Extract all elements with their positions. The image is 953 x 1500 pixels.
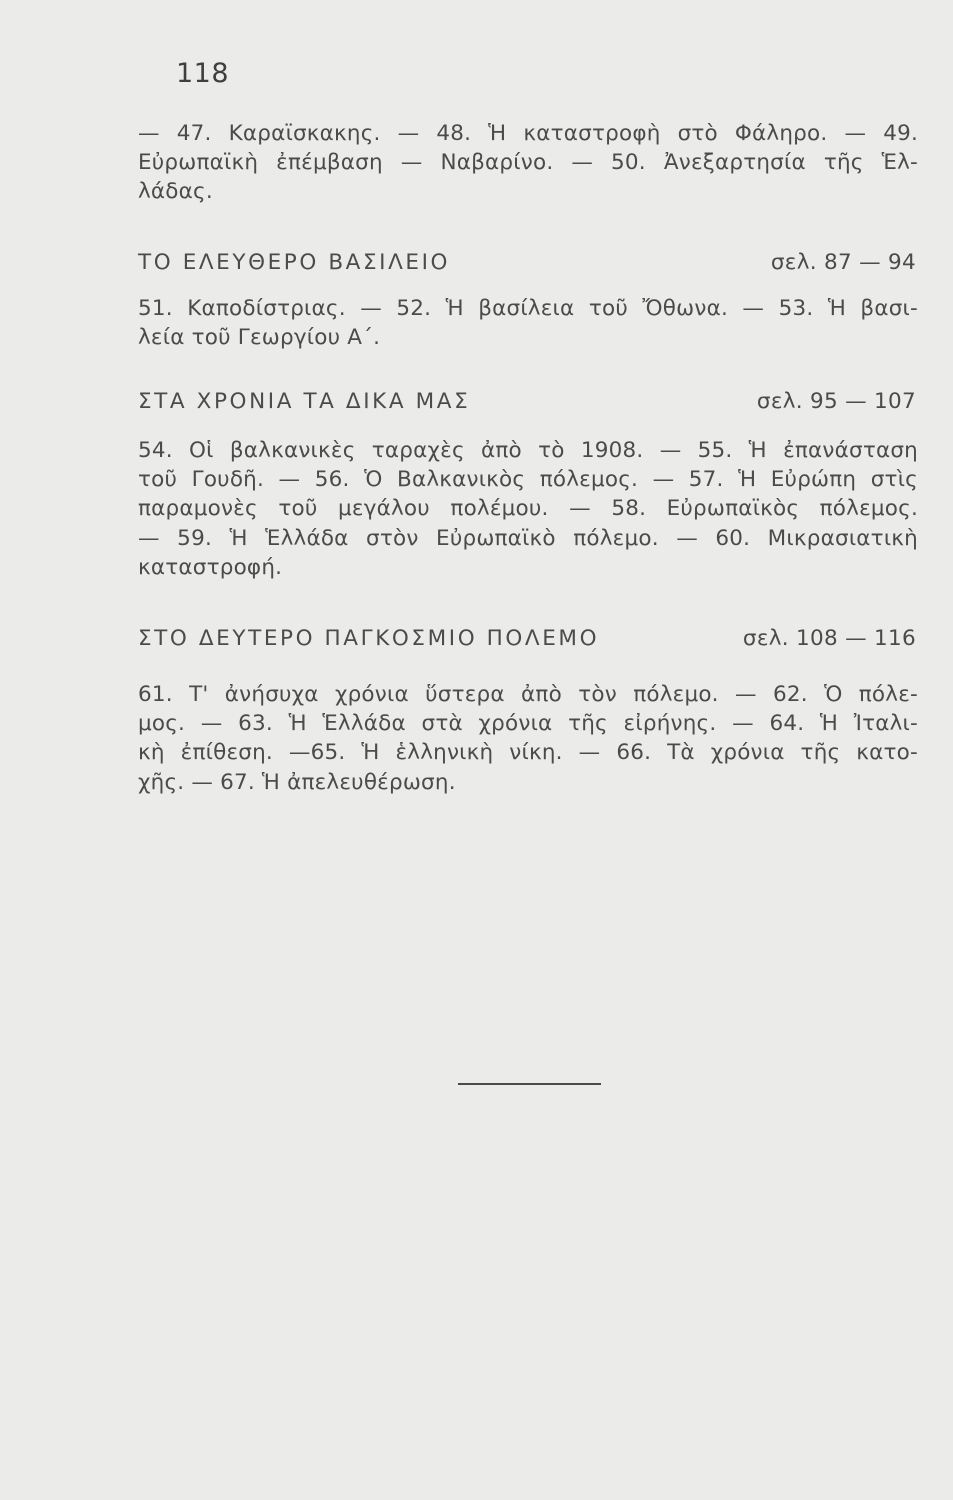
text-line: 51. Καποδίστριας. — 52. Ἡ βασίλεια τοῦ Ὄθωνα. — 53. Ἡ βασι-: [138, 296, 918, 321]
text-line: λάδας.: [138, 179, 213, 205]
text-line: καταστροφή.: [138, 554, 283, 580]
text-line: παραμονὲς τοῦ μεγάλου πολέμου. — 58. Εὐρωπαϊκὸς πόλεμος.: [138, 496, 918, 522]
text-line: μος. — 63. Ἡ Ἑλλάδα στὰ χρόνια τῆς εἰρήνης. — 64. Ἡ Ἰταλι-: [138, 711, 918, 737]
text-line: τοῦ Γουδῆ. — 56. Ὁ Βαλκανικὸς πόλεμος. — 57. Ἡ Εὐρώπη στὶς: [138, 467, 918, 493]
section-pages: σελ. 95 — 107: [756, 389, 916, 414]
section-paragraph: [138, 294, 918, 352]
text-line: 54. Οἱ βαλκανικὲς ταραχὲς ἀπὸ τὸ 1908. — 55. Ἡ ἐπανάσταση: [138, 438, 918, 463]
text-line: χῆς. — 67. Ἡ ἀπελευθέρωση.: [138, 769, 456, 795]
section-title: ΤΟ ΕΛΕΥΘΕΡΟ ΒΑΣΙΛΕΙΟ: [138, 250, 451, 275]
section-heading: [138, 626, 916, 651]
section-pages: σελ. 108 — 116: [742, 626, 916, 651]
page-number: 118: [176, 58, 230, 89]
section-heading: [138, 250, 916, 275]
text-line: 61. Τ' ἀνήσυχα χρόνια ὕστερα ἀπὸ τὸν πόλεμο. — 62. Ὁ πόλε-: [138, 682, 918, 707]
text-line: — 47. Καραϊσκακης. — 48. Ἡ καταστροφὴ στὸ Φάληρο. — 49.: [138, 121, 918, 146]
text-line: Εὐρωπαϊκὴ ἐπέμβαση — Ναβαρίνο. — 50. Ἀνεξαρτησία τῆς Ἑλ-: [138, 150, 918, 176]
section-paragraph: [138, 436, 918, 582]
text-line: — 59. Ἡ Ἑλλάδα στὸν Εὐρωπαϊκὸ πόλεμο. — 60. Μικρασιατικὴ: [138, 525, 918, 551]
end-rule: [458, 1083, 601, 1085]
intro-paragraph: [138, 119, 918, 207]
section-heading: [138, 389, 916, 414]
text-line: κὴ ἐπίθεση. —65. Ἡ ἑλληνικὴ νίκη. — 66. Τὰ χρόνια τῆς κατο-: [138, 740, 918, 766]
section-title: ΣΤΑ ΧΡΟΝΙΑ ΤΑ ΔΙΚΑ ΜΑΣ: [138, 389, 471, 414]
section-paragraph: [138, 680, 918, 797]
text-line: λεία τοῦ Γεωργίου Α΄.: [138, 325, 381, 351]
section-title: ΣΤΟ ΔΕΥΤΕΡΟ ΠΑΓΚΟΣΜΙΟ ΠΟΛΕΜΟ: [138, 626, 600, 651]
section-pages: σελ. 87 — 94: [770, 250, 916, 275]
